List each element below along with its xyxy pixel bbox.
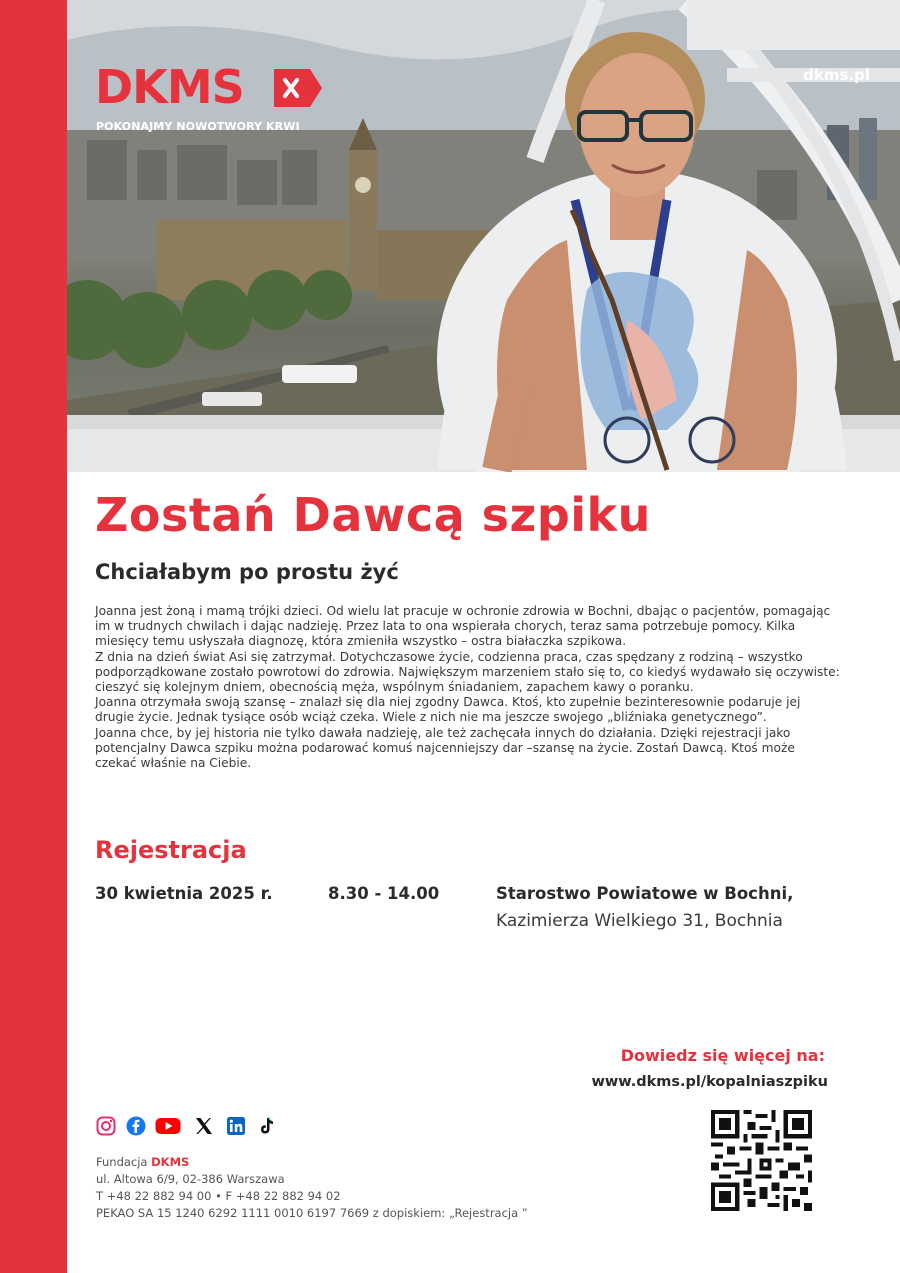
site-url[interactable]: dkms.pl xyxy=(803,66,870,84)
footer-contact xyxy=(96,1154,528,1222)
registration-place: Starostwo Powiatowe w Bochni, xyxy=(496,884,794,903)
x-icon[interactable] xyxy=(194,1116,214,1136)
registration-date: 30 kwietnia 2025 r. xyxy=(95,884,273,903)
instagram-icon[interactable] xyxy=(96,1116,116,1136)
logo-tagline: POKONAJMY NOWOTWORY KRWI xyxy=(96,120,300,133)
tiktok-icon[interactable] xyxy=(256,1116,276,1136)
footer-prefix: Fundacja xyxy=(96,1155,152,1169)
registration-address: Kazimierza Wielkiego 31, Bochnia xyxy=(496,911,783,931)
more-info-title: Dowiedz się więcej na: xyxy=(620,1046,825,1065)
story-paragraph: Z dnia na dzień świat Asi się zatrzymał. Dotychczasowe życie, codzienna praca, czas spędzany z rodziną – wszystko podporządkowane zostało powrotowi do zdrowia. Największym marzeniem stało się to, co kiedyś wydawało się oczywiste: cieszyć się kolejnym dniem, obecnością męża, wspólnym śniadaniem, zapachem kawy o poranku. xyxy=(95,649,840,695)
footer-organization xyxy=(96,1154,528,1171)
dkms-logo[interactable] xyxy=(95,60,300,133)
footer-brand: DKMS xyxy=(151,1155,190,1169)
youtube-icon[interactable] xyxy=(155,1116,181,1136)
story-paragraph: Joanna chce, by jej historia nie tylko dawała nadzieję, ale też zachęcała innych do działania. Dzięki rejestracji jako potencjalny Dawca szpiku można podarować komuś najcenniejszy dar –szansę na życie. Zostań Dawcą. Ktoś może czekać właśnie na Ciebie. xyxy=(95,725,795,771)
headline: Zostań Dawcą szpiku xyxy=(95,488,651,542)
logo-x-badge-icon xyxy=(274,69,322,107)
story-text xyxy=(95,604,840,771)
footer-bank-account: PEKAO SA 15 1240 6292 1111 0010 6197 7669 z dopiskiem: „Rejestracja ” xyxy=(96,1206,528,1220)
facebook-icon[interactable] xyxy=(126,1116,146,1136)
more-info-url[interactable]: www.dkms.pl/kopalniaszpiku xyxy=(591,1074,828,1090)
linkedin-icon[interactable] xyxy=(226,1116,246,1136)
registration-time: 8.30 - 14.00 xyxy=(328,884,440,903)
qr-code[interactable] xyxy=(711,1110,812,1211)
footer-address: ul. Altowa 6/9, 02-386 Warszawa xyxy=(96,1172,285,1186)
subheadline: Chciałabym po prostu żyć xyxy=(95,560,399,584)
story-paragraph: Joanna jest żoną i mamą trójki dzieci. Od wielu lat pracuje w ochronie zdrowia w Bochni, dbając o pacjentów, pomagając im w trudnych chwilach i dając nadzieję. Przez lata to ona wspierała chorych, teraz sama potrzebuje pomocy. Kilka miesięcy temu usłyszała diagnozę, która zmieniła wszystko – ostra białaczka szpikowa. xyxy=(95,604,831,649)
story-paragraph: Joanna otrzymała swoją szansę – znalazł się dla niej zgodny Dawca. Ktoś, kto zupełnie bezinteresownie podaruje jej drugie życie. Jednak tysiące osób wciąż czeka. Wiele z nich nie ma jeszcze swojego „bliźniaka genetycznego”. xyxy=(95,695,801,725)
footer-phones: T +48 22 882 94 00 • F +48 22 882 94 02 xyxy=(96,1189,341,1203)
logo-wordmark: DKMS xyxy=(95,60,244,114)
registration-title: Rejestracja xyxy=(95,836,247,864)
red-side-bar xyxy=(0,0,67,1273)
